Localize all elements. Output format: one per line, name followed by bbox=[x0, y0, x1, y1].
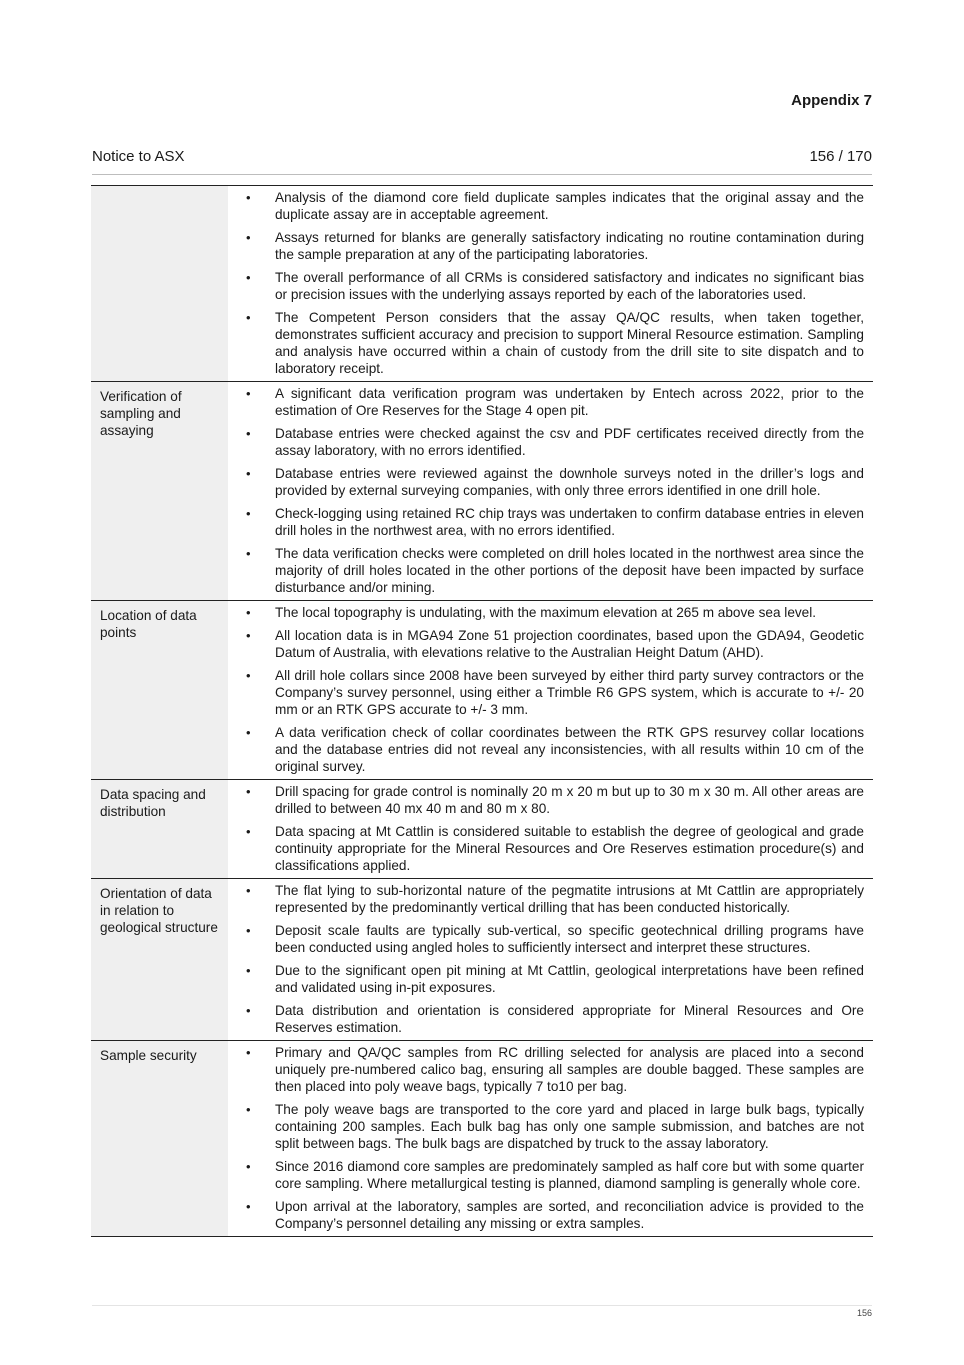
list-item bbox=[228, 465, 864, 499]
bullet-icon: • bbox=[246, 824, 251, 839]
list-item bbox=[228, 269, 864, 303]
list-item-text: Deposit scale faults are typically sub-vertical, so specific geotechnical drilling programs have been conducted using angled holes to sufficiently intersect and interpret these structures. bbox=[275, 923, 864, 955]
list-item bbox=[228, 229, 864, 263]
list-item bbox=[228, 627, 864, 661]
commentary-list bbox=[228, 882, 864, 1036]
list-item-text: All drill hole collars since 2008 have been surveyed by either third party survey contractors or the Company’s survey personnel, using either a Trimble R6 GPS system, which is accurate to +/- 20 mm or an RTK GPS accurate to +/- 3 mm. bbox=[275, 668, 864, 717]
footer-page-number: 156 bbox=[856, 1308, 872, 1318]
list-item-text: The flat lying to sub-horizontal nature of the pegmatite intrusions at Mt Cattlin are appropriately represented by the predominantly vertical drilling that has been conducted historically. bbox=[275, 883, 864, 915]
footer-divider bbox=[92, 1305, 872, 1306]
list-item bbox=[228, 385, 864, 419]
notice-label: Notice to ASX bbox=[92, 148, 185, 165]
list-item-text: A significant data verification program was undertaken by Entech across 2022, prior to the estimation of Ore Reserves for the Stage 4 open pit. bbox=[275, 386, 864, 418]
list-item-text: The overall performance of all CRMs is considered satisfactory and indicates no significant bias or precision issues with the underlying assays reported by each of the laboratories used. bbox=[275, 270, 864, 302]
list-item bbox=[228, 1198, 864, 1232]
list-item bbox=[228, 1158, 864, 1192]
list-item bbox=[228, 724, 864, 775]
list-item-text: Data spacing at Mt Cattlin is considered suitable to establish the degree of geological and grade continuity appropriate for the Mineral Resources and Ore Reserves estimation procedure(s) and classifications applied. bbox=[275, 824, 864, 873]
list-item bbox=[228, 1044, 864, 1095]
criteria-cell: Verification of sampling and assaying bbox=[91, 382, 228, 601]
commentary-cell bbox=[228, 601, 873, 780]
list-item-text: Assays returned for blanks are generally satisfactory indicating no routine contamination during the sample preparation at any of the participating laboratories. bbox=[275, 230, 864, 262]
table-row bbox=[91, 601, 873, 780]
jorc-criteria-table bbox=[91, 185, 873, 1237]
list-item bbox=[228, 545, 864, 596]
bullet-icon: • bbox=[246, 883, 251, 898]
commentary-cell bbox=[228, 879, 873, 1041]
bullet-icon: • bbox=[246, 426, 251, 441]
list-item bbox=[228, 1101, 864, 1152]
bullet-icon: • bbox=[246, 668, 251, 683]
criteria-cell: Sample security bbox=[91, 1041, 228, 1237]
list-item-text: Primary and QA/QC samples from RC drilling selected for analysis are placed into a second uniquely pre-numbered calico bag, ensuring all samples are double bagged. These samples are then placed into poly weave bags, typically 7 to10 per bag. bbox=[275, 1045, 864, 1094]
list-item bbox=[228, 425, 864, 459]
list-item-text: The Competent Person considers that the assay QA/QC results, when taken together, demonstrates sufficient accuracy and precision to support Mineral Resource estimation. Sampling and analysis have occurred within a chain of custody from the drill site to site dispatch and to laboratory receipt. bbox=[275, 310, 864, 376]
list-item-text: Since 2016 diamond core samples are predominately sampled as half core but with some quarter core sampling. Where metallurgical testing is planned, diamond sampling is generally whole core. bbox=[275, 1159, 864, 1191]
bullet-icon: • bbox=[246, 1159, 251, 1174]
commentary-list bbox=[228, 189, 864, 377]
list-item bbox=[228, 823, 864, 874]
page-of-label: 156 / 170 bbox=[809, 148, 872, 165]
bullet-icon: • bbox=[246, 190, 251, 205]
list-item-text: A data verification check of collar coordinates between the RTK GPS resurvey collar locations and the database entries did not reveal any inconsistencies, with all results within 10 cm of the original survey. bbox=[275, 725, 864, 774]
list-item bbox=[228, 1002, 864, 1036]
commentary-list bbox=[228, 1044, 864, 1232]
bullet-icon: • bbox=[246, 923, 251, 938]
list-item-text: The data verification checks were completed on drill holes located in the northwest area since the majority of drill holes located in the other portions of the deposit have been impacted by surface disturbance and/or mining. bbox=[275, 546, 864, 595]
table-row bbox=[91, 780, 873, 879]
commentary-cell bbox=[228, 780, 873, 879]
list-item-text: Data distribution and orientation is considered appropriate for Mineral Resources and Ore Reserves estimation. bbox=[275, 1003, 864, 1035]
list-item bbox=[228, 505, 864, 539]
bullet-icon: • bbox=[246, 605, 251, 620]
bullet-icon: • bbox=[246, 466, 251, 481]
commentary-list bbox=[228, 385, 864, 596]
table-body bbox=[91, 186, 873, 1237]
list-item bbox=[228, 882, 864, 916]
bullet-icon: • bbox=[246, 546, 251, 561]
list-item-text: Upon arrival at the laboratory, samples are sorted, and reconciliation advice is provided to the Company’s personnel detailing any missing or extra samples. bbox=[275, 1199, 864, 1231]
bullet-icon: • bbox=[246, 1003, 251, 1018]
appendix-label: Appendix 7 bbox=[791, 92, 872, 109]
bullet-icon: • bbox=[246, 386, 251, 401]
header-divider bbox=[92, 174, 872, 175]
commentary-cell bbox=[228, 186, 873, 382]
bullet-icon: • bbox=[246, 506, 251, 521]
table-row bbox=[91, 1041, 873, 1237]
list-item-text: Check-logging using retained RC chip trays was undertaken to confirm database entries in eleven drill holes in the northwest area, with no errors identified. bbox=[275, 506, 864, 538]
criteria-cell: Data spacing and distribution bbox=[91, 780, 228, 879]
bullet-icon: • bbox=[246, 784, 251, 799]
list-item bbox=[228, 783, 864, 817]
list-item bbox=[228, 962, 864, 996]
commentary-list bbox=[228, 604, 864, 775]
criteria-cell: Location of data points bbox=[91, 601, 228, 780]
list-item bbox=[228, 604, 864, 621]
table-row bbox=[91, 879, 873, 1041]
list-item-text: Due to the significant open pit mining at Mt Cattlin, geological interpretations have been refined and validated using in-pit exposures. bbox=[275, 963, 864, 995]
bullet-icon: • bbox=[246, 230, 251, 245]
criteria-cell: Orientation of data in relation to geological structure bbox=[91, 879, 228, 1041]
list-item-text: Database entries were reviewed against the downhole surveys noted in the driller’s logs and provided by external surveying companies, with only three errors identified in one drill hole. bbox=[275, 466, 864, 498]
commentary-cell bbox=[228, 1041, 873, 1237]
bullet-icon: • bbox=[246, 1199, 251, 1214]
table-row bbox=[91, 186, 873, 382]
list-item bbox=[228, 309, 864, 377]
bullet-icon: • bbox=[246, 1045, 251, 1060]
commentary-cell bbox=[228, 382, 873, 601]
list-item-text: Drill spacing for grade control is nominally 20 m x 20 m but up to 30 m x 30 m. All other areas are drilled to between 40 mx 40 m and 80 m x 80. bbox=[275, 784, 864, 816]
list-item-text: Analysis of the diamond core field duplicate samples indicates that the original assay and the duplicate assay are in acceptable agreement. bbox=[275, 190, 864, 222]
list-item bbox=[228, 922, 864, 956]
criteria-cell bbox=[91, 186, 228, 382]
bullet-icon: • bbox=[246, 270, 251, 285]
list-item-text: All location data is in MGA94 Zone 51 projection coordinates, based upon the GDA94, Geodetic Datum of Australia, with elevations relative to the Australian Height Datum (AHD). bbox=[275, 628, 864, 660]
bullet-icon: • bbox=[246, 725, 251, 740]
bullet-icon: • bbox=[246, 628, 251, 643]
table-row bbox=[91, 382, 873, 601]
list-item bbox=[228, 189, 864, 223]
bullet-icon: • bbox=[246, 310, 251, 325]
commentary-list bbox=[228, 783, 864, 874]
list-item-text: The poly weave bags are transported to the core yard and placed in large bulk bags, typically containing 200 samples. Each bulk bag has only one sample submission, and batches are not split between bags. The bulk bags are dispatched by truck to the assay laboratory. bbox=[275, 1102, 864, 1151]
list-item bbox=[228, 667, 864, 718]
bullet-icon: • bbox=[246, 1102, 251, 1117]
bullet-icon: • bbox=[246, 963, 251, 978]
list-item-text: The local topography is undulating, with the maximum elevation at 265 m above sea level. bbox=[275, 605, 817, 620]
list-item-text: Database entries were checked against the csv and PDF certificates received directly from the assay laboratory, with no errors identified. bbox=[275, 426, 864, 458]
